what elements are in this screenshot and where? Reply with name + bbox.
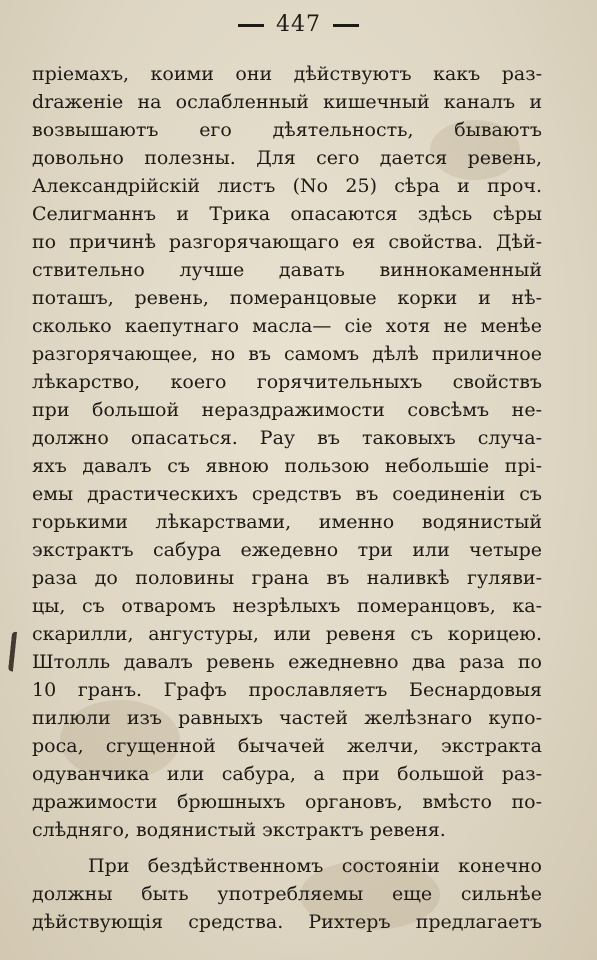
text-line-5: Александрійскій листъ (No 25) сѣра и проч.	[32, 175, 542, 197]
header-dash-right	[333, 24, 359, 27]
text-line-20: цы, съ отваромъ незрѣлыхъ померанцовъ, ка-	[32, 595, 542, 617]
text-line-4: довольно полезны. Для сего дается ревень,	[32, 147, 542, 169]
text-line-19: раза до половины грана въ наливкѣ гуляви-	[32, 567, 542, 589]
text-line-1: пріемахъ, коими они дѣйствуютъ какъ раз-	[32, 63, 542, 85]
text-line-21: скарилли, ангустуры, или ревеня съ корицею.	[32, 623, 542, 645]
text-line-6: Селигманнъ и Трика опасаются здѣсь сѣры	[32, 203, 542, 225]
page-number: 447	[276, 12, 321, 37]
text-line-15: яхъ давалъ съ явною пользою небольшіе прі-	[32, 455, 542, 477]
header-dash-left	[238, 24, 264, 27]
text-line-27: дражимости брюшныхъ органовъ, вмѣсто по-	[32, 791, 542, 813]
text-line-18: экстрактъ сабура ежедевно три или четыре	[32, 539, 542, 561]
text-line-17: горькими лѣкарствами, именно водянистый	[32, 511, 542, 533]
text-line-14: должно опасаться. Рау въ таковыхъ случа-	[32, 427, 542, 449]
text-line-16: емы драстическихъ средствъ въ соединеніи съ	[32, 483, 542, 505]
text-line-12: лѣкарство, коего горячительныхъ свойствъ	[32, 371, 542, 393]
text-line-29: При бездѣйственномъ состояніи конечно	[88, 855, 542, 877]
text-line-23: 10 гранъ. Графъ прославляетъ Беснардовыя	[32, 679, 542, 701]
text-line-28: слѣдняго, водянистый экстрактъ ревеня.	[32, 819, 446, 841]
text-line-9: поташъ, ревень, померанцовые корки и нѣ-	[32, 287, 542, 309]
text-line-11: разгорячающее, но въ самомъ дѣлѣ приличное	[32, 343, 542, 365]
text-line-31: дѣйствующія средства. Рихтеръ предлагаетъ	[32, 911, 542, 933]
text-line-30: должны быть употребляемы еще сильнѣе	[32, 883, 542, 905]
text-line-24: пилюли изъ равныхъ частей желѣзнаго купо-	[32, 707, 542, 729]
text-line-2: draженіе на ослабленный кишечный каналъ и	[32, 91, 542, 113]
text-line-3: возвышаютъ его дѣятельность, бываютъ	[32, 119, 542, 141]
page-header	[0, 12, 597, 37]
margin-ink-mark	[8, 631, 27, 672]
text-line-10: сколько каепутнаго масла— сіе хотя не менѣе	[32, 315, 542, 337]
text-line-26: одуванчика или сабура, а при большой раз-	[32, 763, 542, 785]
text-line-13: при большой нераздражимости совсѣмъ не-	[32, 399, 542, 421]
text-line-25: роса, сгущенной бычачей желчи, экстракта	[32, 735, 542, 757]
text-line-22: Штолль давалъ ревень ежедневно два раза по	[32, 651, 542, 673]
text-line-8: ствительно лучше давать виннокаменный	[32, 259, 542, 281]
text-line-7: по причинѣ разгорячающаго ея свойства. Дѣй-	[32, 231, 542, 253]
